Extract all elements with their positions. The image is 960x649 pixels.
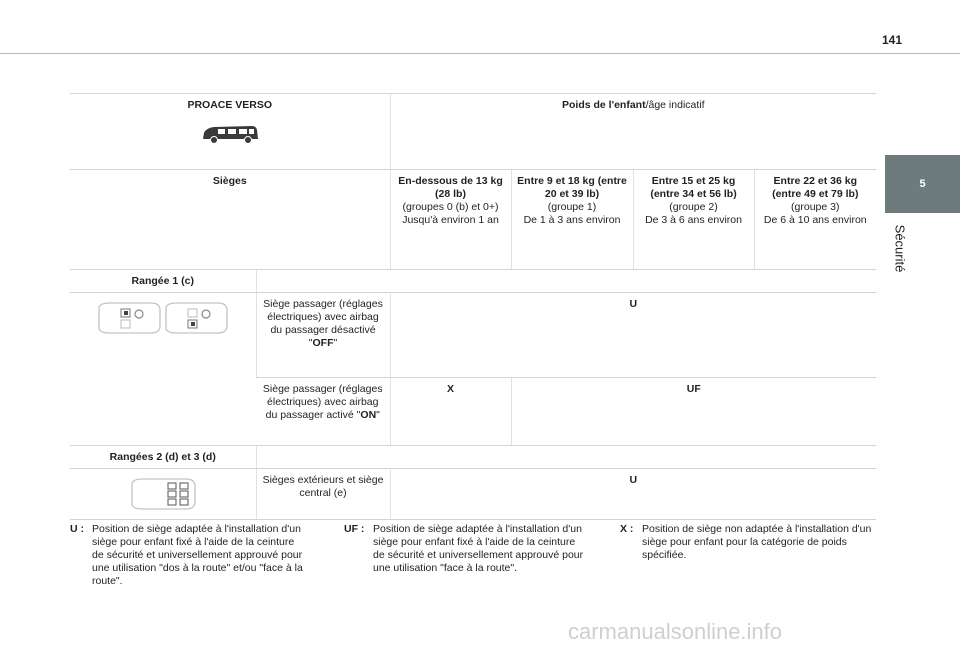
table-row-row1-heading [70, 270, 876, 293]
table-row [70, 293, 876, 378]
table-row-row2-heading [70, 446, 876, 469]
weight-header-rest: /âge indicatif [645, 99, 705, 111]
group-cell [633, 170, 754, 270]
group-title: Entre 9 et 18 kg (entre 20 et 39 lb) [517, 175, 627, 200]
chapter-number: 5 [919, 178, 926, 190]
chapter-tab[interactable] [885, 155, 960, 213]
group-number: (groupe 2) [669, 201, 718, 213]
group-title: Entre 15 et 25 kg (entre 34 et 56 lb) [650, 175, 737, 200]
group-number: (groupe 3) [791, 201, 840, 213]
table-header-row [70, 94, 876, 170]
seat-value: X [390, 378, 511, 446]
table-row [70, 469, 876, 520]
weight-header [390, 94, 876, 170]
seat-value: UF [511, 378, 876, 446]
row2-heading: Rangées 2 (d) et 3 (d) [70, 446, 256, 469]
child-seat-table [70, 93, 876, 520]
chapter-label [889, 213, 911, 283]
seat-description: Sièges extérieurs et siège central (e) [256, 469, 390, 520]
front-seat-diagram-cell [70, 293, 256, 446]
group-cell [390, 170, 511, 270]
seat-value: U [390, 469, 876, 520]
group-title: Entre 22 et 36 kg (entre 49 et 79 lb) [772, 175, 859, 200]
seat-description [256, 378, 390, 446]
rear-seat-diagram-cell [70, 469, 256, 520]
seat-text: Siège passager (réglages électriques) avec airbag du passager activé " [262, 383, 383, 421]
seat-text-end: " [333, 337, 338, 349]
legend-text: Position de siège non adaptée à l'installation d'un siège pour enfant pour la catégorie de poids spécifiée. [642, 523, 872, 561]
seats-label: Sièges [70, 170, 390, 270]
legend-text: Position de siège adaptée à l'installation d'un siège pour enfant fixé à l'aide de la ceinture de sécurité et universellement approuvé pour une utilisation "dos à la route" et/ou "face à la route". [92, 523, 303, 587]
seat-description [256, 293, 390, 378]
group-number: (groupe 1) [547, 201, 597, 213]
front-seat-diagram-icon [95, 301, 231, 335]
seat-value: U [390, 293, 876, 378]
watermark: carmanualsonline.info [568, 619, 783, 644]
group-number: (groupes 0 (b) et 0+) [402, 201, 499, 213]
airbag-status: ON [360, 409, 377, 421]
seat-text-end: " [376, 409, 380, 421]
page-number: 141 [881, 33, 902, 47]
legend-text: Position de siège adaptée à l'installation d'un siège pour enfant fixé à l'aide de la ceinture de sécurité et universellement approuvé pour une utilisation "face à la route". [373, 523, 584, 574]
chapter-label-text: Sécurité [892, 224, 908, 272]
seat-text: Siège passager (réglages électriques) avec airbag du passager désactivé " [263, 298, 383, 349]
airbag-status: OFF [312, 337, 334, 349]
vehicle-name: PROACE VERSO [187, 99, 273, 111]
row1-heading: Rangée 1 (c) [70, 270, 256, 293]
row1-heading-spacer [256, 270, 876, 293]
rear-seat-diagram-icon [128, 477, 198, 511]
table-row-groups [70, 170, 876, 270]
group-cell [754, 170, 876, 270]
group-age: De 3 à 6 ans environ [645, 214, 742, 226]
vehicle-cell [70, 94, 390, 170]
group-age: De 1 à 3 ans environ [523, 214, 621, 226]
weight-header-bold: Poids de l'enfant [561, 99, 646, 111]
group-title: En-dessous de 13 kg (28 lb) [398, 175, 503, 200]
group-age: Jusqu'à environ 1 an [402, 214, 499, 226]
legend-code: X : [620, 523, 634, 535]
group-age: De 6 à 10 ans environ [763, 214, 867, 226]
legend-code: UF : [344, 523, 365, 535]
van-icon [200, 122, 260, 146]
group-cell [511, 170, 633, 270]
legend-code: U : [70, 523, 84, 535]
header-rule [0, 53, 960, 54]
row2-heading-spacer [256, 446, 876, 469]
